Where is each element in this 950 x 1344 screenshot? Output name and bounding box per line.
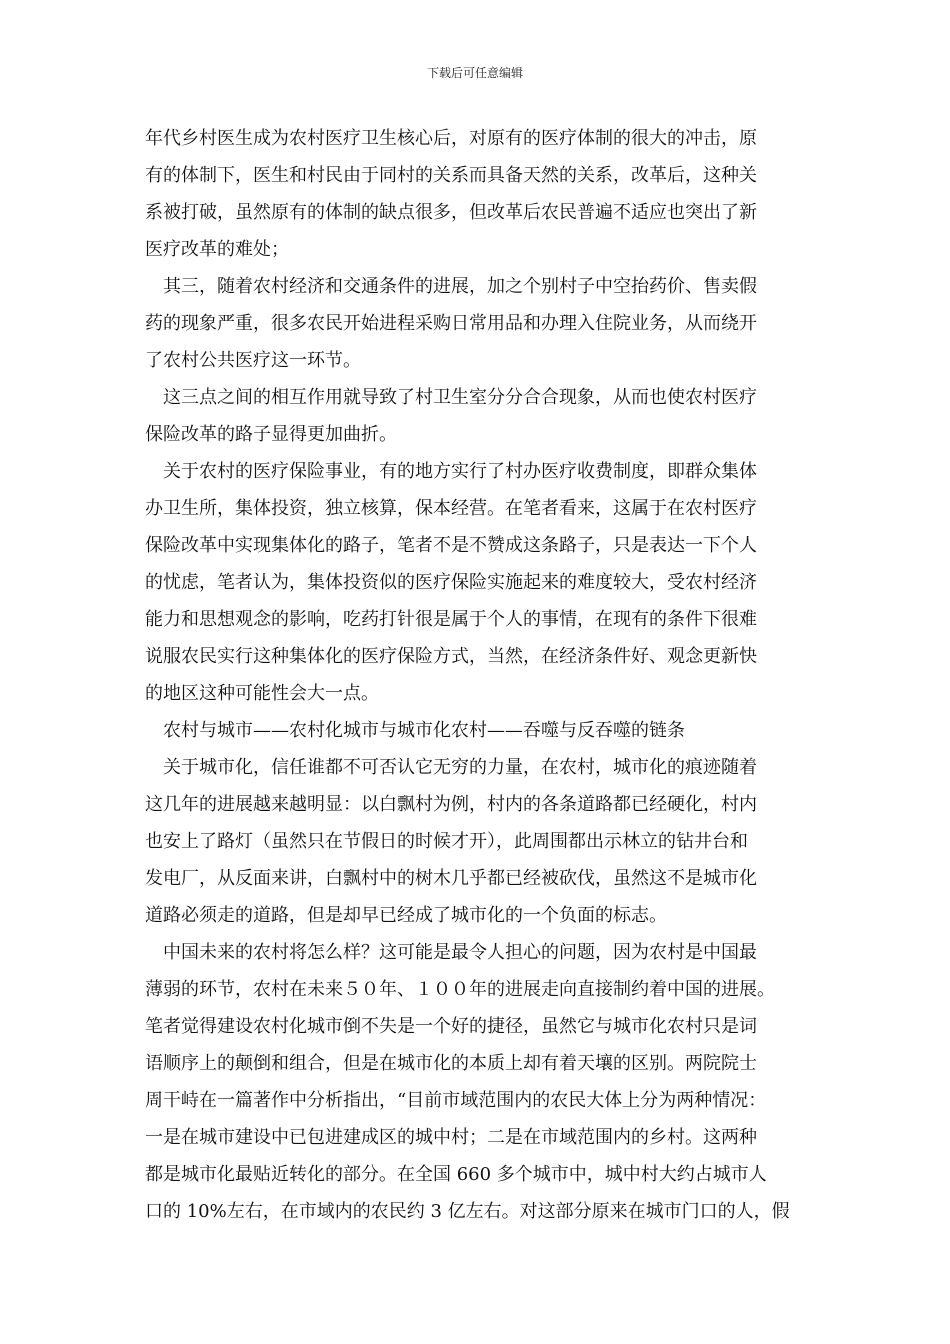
- text-line: 这三点之间的相互作用就导致了村卫生室分分合合现象，从而也使农村医疗: [163, 387, 757, 408]
- text-line: 的地区这种可能性会大一点。: [145, 683, 379, 704]
- page-header: 下载后可任意编辑: [426, 66, 523, 80]
- text-line: 口的 10%左右，在市域内的农民约 3 亿左右。对这部分原来在城市门口的人，假: [145, 1201, 790, 1222]
- text-line: 的忧虑，笔者认为，集体投资似的医疗保险实施起来的难度较大，受农村经济: [145, 572, 757, 593]
- text-line: 有的体制下，医生和村民由于同村的关系而具备天然的关系，改革后，这种关: [145, 165, 757, 186]
- text-line: 一是在城市建设中已包进建成区的城中村；二是在市域范围内的乡村。这两种: [145, 1127, 757, 1148]
- text-line: 也安上了路灯（虽然只在节假日的时候才开），此周围都出示林立的钻井台和: [145, 831, 748, 852]
- text-line: 保险改革的路子显得更加曲折。: [145, 424, 397, 445]
- text-line: 中国未来的农村将怎么样？这可能是最令人担心的问题，因为农村是中国最: [163, 942, 757, 963]
- text-line: 道路必须走的道路，但是却早已经成了城市化的一个负面的标志。: [145, 905, 667, 926]
- text-line: 周干峙在一篇著作中分析指出，“目前市域范围内的农民大体上分为两种情况：: [145, 1090, 767, 1111]
- text-line: 关于农村的医疗保险事业，有的地方实行了村办医疗收费制度，即群众集体: [163, 461, 757, 482]
- document-body: [145, 120, 810, 1230]
- text-line: 其三，随着农村经济和交通条件的进展，加之个别村子中空抬药价、售卖假: [163, 276, 757, 297]
- text-line: 这几年的进展越来越明显：以白飘村为例，村内的各条道路都已经硬化，村内: [145, 794, 757, 815]
- text-line: 能力和思想观念的影响，吃药打针很是属于个人的事情，在现有的条件下很难: [145, 609, 757, 630]
- text-line: 关于城市化，信任谁都不可否认它无穷的力量，在农村，城市化的痕迹随着: [163, 757, 757, 778]
- text-line: 说服农民实行这种集体化的医疗保险方式，当然，在经济条件好、观念更新快: [145, 646, 757, 667]
- text-line: 保险改革中实现集体化的路子，笔者不是不赞成这条路子，只是表达一下个人: [145, 535, 757, 556]
- text-line: 办卫生所，集体投资，独立核算，保本经营。在笔者看来，这属于在农村医疗: [145, 498, 757, 519]
- text-line: 薄弱的环节，农村在未来５０年、１００年的进展走向直接制约着中国的进展。: [145, 979, 775, 1000]
- text-line: 农村与城市——农村化城市与城市化农村——吞噬与反吞噬的链条: [163, 720, 685, 741]
- text-line: 发电厂，从反面来讲，白飘村中的树木几乎都已经被砍伐，虽然这不是城市化: [145, 868, 757, 889]
- text-line: 都是城市化最贴近转化的部分。在全国 660 多个城市中，城中村大约占城市人: [145, 1164, 767, 1185]
- text-line: 医疗改革的难处；: [145, 239, 289, 260]
- text-line: 语顺序上的颠倒和组合，但是在城市化的本质上却有着天壤的区别。两院院士: [145, 1053, 757, 1074]
- text-line: 药的现象严重，很多农民开始进程采购日常用品和办理入住院业务，从而绕开: [145, 313, 757, 334]
- text-line: 系被打破，虽然原有的体制的缺点很多，但改革后农民普遍不适应也突出了新: [145, 202, 757, 223]
- text-line: 了农村公共医疗这一环节。: [145, 350, 361, 371]
- text-line: 笔者觉得建设农村化城市倒不失是一个好的捷径，虽然它与城市化农村只是词: [145, 1016, 757, 1037]
- text-line: 年代乡村医生成为农村医疗卫生核心后，对原有的医疗体制的很大的冲击，原: [145, 128, 757, 149]
